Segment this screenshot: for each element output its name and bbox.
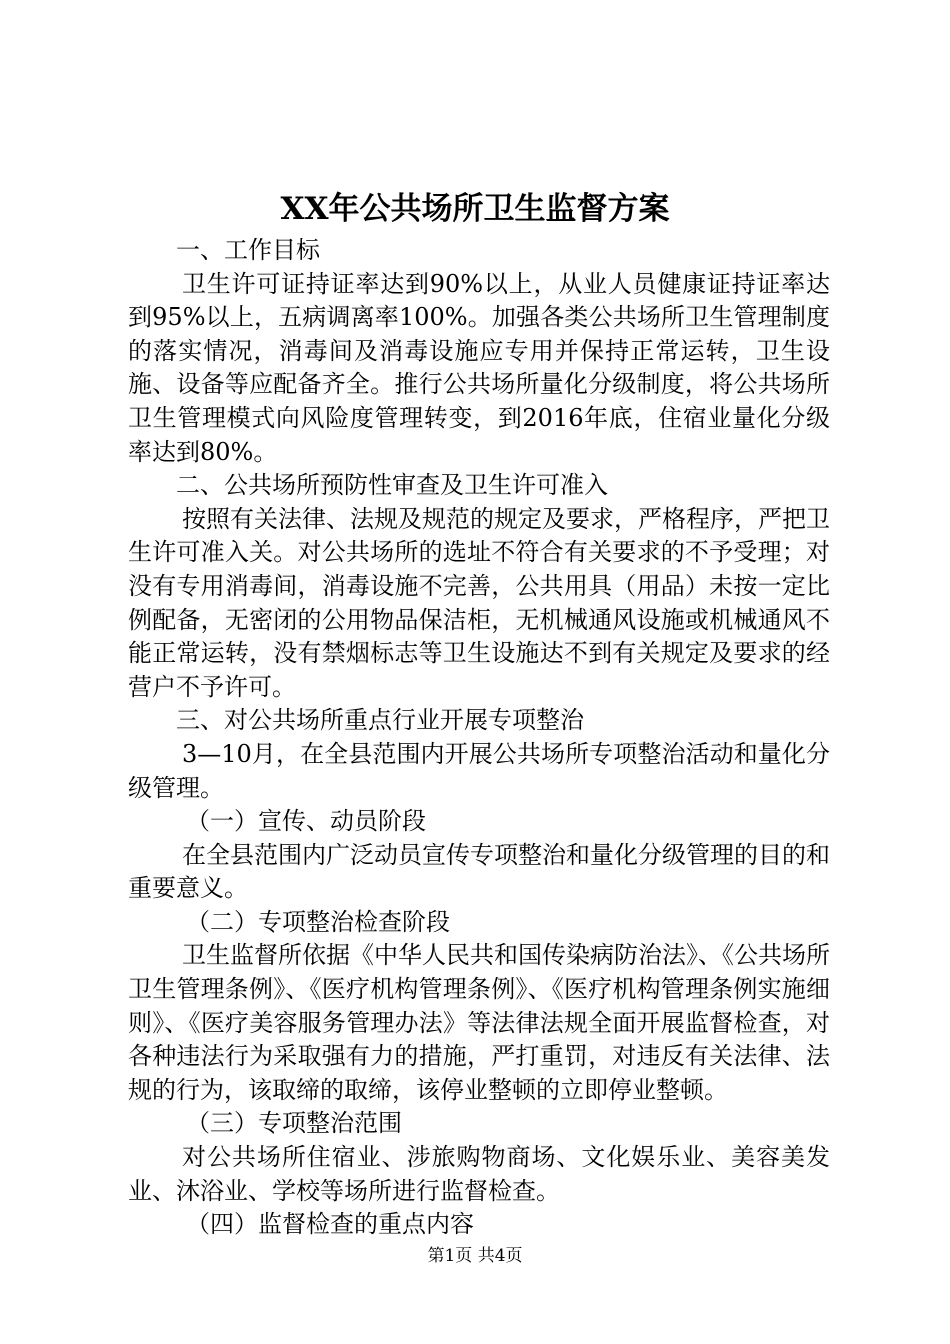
paragraph-publicity: 在全县范围内广泛动员宣传专项整治和量化分级管理的目的和重要意义。 [128,840,830,903]
document-title: XX年公共场所卫生监督方案 [280,191,670,227]
page-footer: 第1页 共4页 [427,1246,523,1266]
paragraph-scope: 对公共场所住宿业、涉旅购物商场、文化娱乐业、美容美发业、沐浴业、学校等场所进行监督检查。 [128,1143,830,1205]
subsection-heading-publicity: （一）宣传、动员阶段 [186,807,426,836]
section-heading-special-rectification: 三、对公共场所重点行业开展专项整治 [176,706,584,735]
subsection-heading-scope: （三）专项整治范围 [186,1109,402,1138]
subsection-heading-key-content: （四）监督检查的重点内容 [186,1210,474,1239]
paragraph-inspection: 卫生监督所依据《中华人民共和国传染病防治法》、《公共场所卫生管理条例》、《医疗机构管理条例》、《医疗机构管理条例实施细则》、《医疗美容服务管理办法》等法律法规全面开展监督检查，对各种违法行为采取强有力的措施，严打重罚，对违反有关法律、法规的行为，该取缔的取缔，该停业整顿的立即停业整顿。 [128,941,830,1104]
document-body [128,234,830,1242]
subsection-heading-inspection: （二）专项整治检查阶段 [186,907,450,936]
section-heading-preventive-review: 二、公共场所预防性审查及卫生许可准入 [176,471,608,500]
paragraph-preventive-review: 按照有关法律、法规及规范的规定及要求，严格程序，严把卫生许可准入关。对公共场所的选址不符合有关要求的不予受理；对没有专用消毒间，消毒设施不完善，公共用具（用品）未按一定比例配备，无密闭的公用物品保洁柜，无机械通风设施或机械通风不能正常运转，没有禁烟标志等卫生设施达不到有关规定及要求的经营户不予许可。 [128,504,830,701]
paragraph-special-rectification: 3—10月，在全县范围内开展公共场所专项整治活动和量化分级管理。 [128,739,830,802]
section-heading-work-goals: 一、工作目标 [176,236,320,264]
paragraph-work-goals: 卫生许可证持证率达到90%以上，从业人员健康证持证率达到95%以上，五病调离率100%。加强各类公共场所卫生管理制度的落实情况，消毒间及消毒设施应专用并保持正常运转，卫生设施、设备等应配备齐全。推行公共场所量化分级制度，将公共场所卫生管理模式向风险度管理转变，到2016年底，住宿业量化分级率达到80%。 [128,269,830,466]
